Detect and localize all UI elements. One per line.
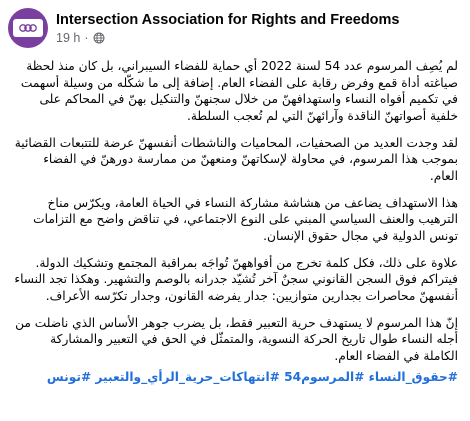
avatar-logo xyxy=(13,19,43,37)
post-meta xyxy=(56,11,400,46)
hashtag-link[interactable]: #تونس xyxy=(46,369,92,384)
logo-mark-icon xyxy=(16,22,40,34)
post-paragraph-5: إنّ هذا المرسوم لا يستهدف حرية التعبير فقط، بل يضرب جوهر الأساس الذي ناضلت من أجله النساء طوال تاريخ الحركة النسوية، والمتمثّل في الحق في التعبير والمشاركة الكاملة في الفضاء العام. xyxy=(15,315,458,363)
hashtag-link[interactable]: #انتهاكات_حرية_الرأي_والتعبير xyxy=(95,369,280,384)
hashtag-link[interactable]: #المرسوم54 xyxy=(284,369,365,384)
post-paragraph-2: لقد وجدت العديد من الصحفيات، المحاميات والناشطات أنفسهنّ عرضة للتتبعات القضائية بموجب هذا المرسوم، في محاولة لإسكاتهنّ ومنعهنّ من ممارسة دورهنّ في الفضاء العام. xyxy=(14,135,458,183)
post-subline xyxy=(56,30,400,46)
post-paragraph-4: علاوة على ذلك، فكل كلمة تخرج من أفواههنّ تُواجَه بمراقبة المجتمع وتشكيك الدولة. فيتراكم فوق السجن القانوني سجنٌ آخر تُشيّد جدرانه بالوصم والتشهير. وهكذا تجد النساء أنفسهنّ محاصرات بجدارين متوازيين: جدار يفرضه القانون، وجدار تكرّسه الأعراف. xyxy=(14,255,458,303)
hashtag-link[interactable]: #حقوق_النساء xyxy=(368,369,458,384)
avatar[interactable] xyxy=(8,8,48,48)
page-name-link[interactable]: Intersection Association for Rights and Freedoms xyxy=(56,11,400,28)
separator-dot: · xyxy=(84,30,89,45)
post-time[interactable]: 19 h xyxy=(56,30,81,45)
post-paragraph-1: لم يُصِف المرسوم عدد 54 لسنة 2022 أي حماية للفضاء السيبراني، بل كان منذ لحظة صياغته أداة قمع وفرض رقابة على الفضاء العام. إضافة إلى ما شكّله من وسيلة أسهمت في تكميم أفواه النساء واستهدافهنّ من خلال سجنهنّ والتنكيل بهنّ في المحاكم على خلفية أصواتهنّ الناقدة وآرائهنّ التي لم تُعجب السلطة. xyxy=(20,59,458,123)
post-body xyxy=(8,52,462,364)
hashtag-list xyxy=(8,369,462,386)
post-paragraph-3: هذا الاستهداف يضاعف من هشاشة مشاركة النساء في الحياة العامة، ويكرّس مناخ الترهيب والعنف السياسي المبني على النوع الاجتماعي، في تناقض واضح مع التزامات تونس الدولية في مجال حقوق الإنسان. xyxy=(33,195,458,243)
post-header xyxy=(8,0,462,52)
globe-icon[interactable] xyxy=(93,32,105,44)
